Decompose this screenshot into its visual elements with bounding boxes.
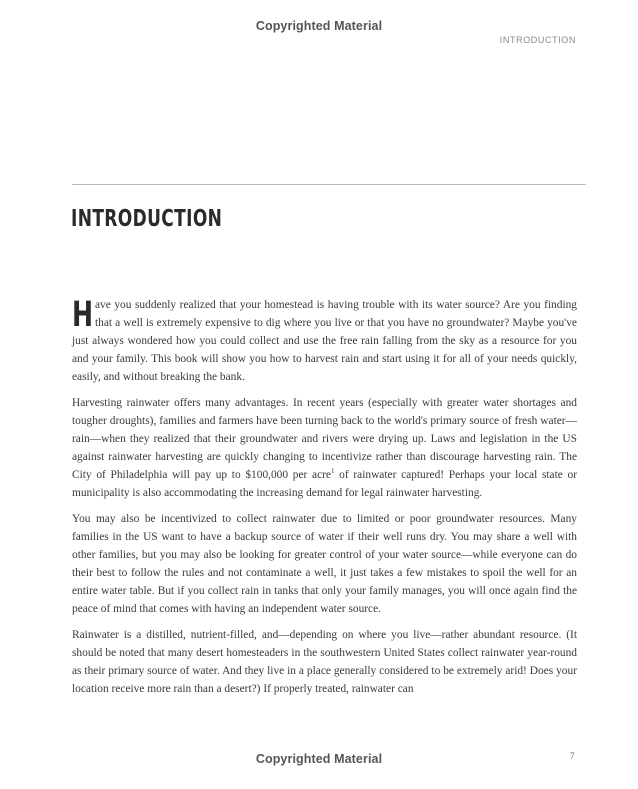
- paragraph-3: You may also be incentivized to collect rainwater due to limited or poor groundwater resources. Many families in the US want to have a backup source of water if their well runs dry. You may share a well with other families, but you may also be looking for greater control of your water source—while everyone can do their best to follow the rules and not contaminate a well, it just takes a few mistakes to spoil the well for an entire water table. But if you collect rain in tanks that only your family manages, you will once again find the peace of mind that comes with having an independent water source.: [72, 513, 577, 615]
- paragraph-2-text-b: of rainwater captured! Perhaps your local state or municipality is also accommodating the increasing demand for legal rainwater harvesting.: [72, 469, 578, 499]
- paragraph-1: [72, 296, 577, 386]
- drop-cap: H: [72, 295, 94, 335]
- footnote-marker: 1: [330, 467, 335, 476]
- copyright-watermark-top: Copyrighted Material: [255, 19, 383, 33]
- paragraph-2-text-a: Harvesting rainwater offers many advantages. In recent years (especially with greater water shortages and tougher droughts), families and farmers have been turning back to the world's primary source of fresh water—rain—when they realized that their groundwater and rivers were drying up. Laws and legislation in the US against rainwater harvesting are quickly changing to incentivize rather than discourage harvesting rain. The City of Philadelphia will pay up to $100,000 per acre: [72, 397, 577, 481]
- paragraph-1-text: ave you suddenly realized that your homestead is having trouble with its water source? Are you finding that a well is extremely expensive to dig where you live or that you have no groundwater? Maybe you've just always wondered how you could collect and use the free rain falling from the sky as a resource for you and your family. This book will show you how to harvest rain and start using it for all of your needs quickly, easily, and without breaking the bank.: [72, 299, 577, 383]
- paragraph-2: [72, 394, 577, 502]
- body-text: [72, 296, 577, 706]
- header-divider: [72, 184, 586, 185]
- paragraph-4: Rainwater is a distilled, nutrient-filled, and—depending on where you live—rather abundant resource. (It should be noted that many desert homesteaders in the southwestern United States collect rainwater year-round as their primary source of water. And they live in a place generally considered to be extremely arid! Does your location receive more rain than a desert?) If properly treated, rainwater can: [72, 629, 577, 695]
- chapter-title: INTRODUCTION: [71, 206, 223, 232]
- copyright-watermark-bottom: Copyrighted Material: [255, 752, 383, 766]
- page-number: 7: [570, 751, 575, 761]
- running-head: INTRODUCTION: [499, 35, 576, 45]
